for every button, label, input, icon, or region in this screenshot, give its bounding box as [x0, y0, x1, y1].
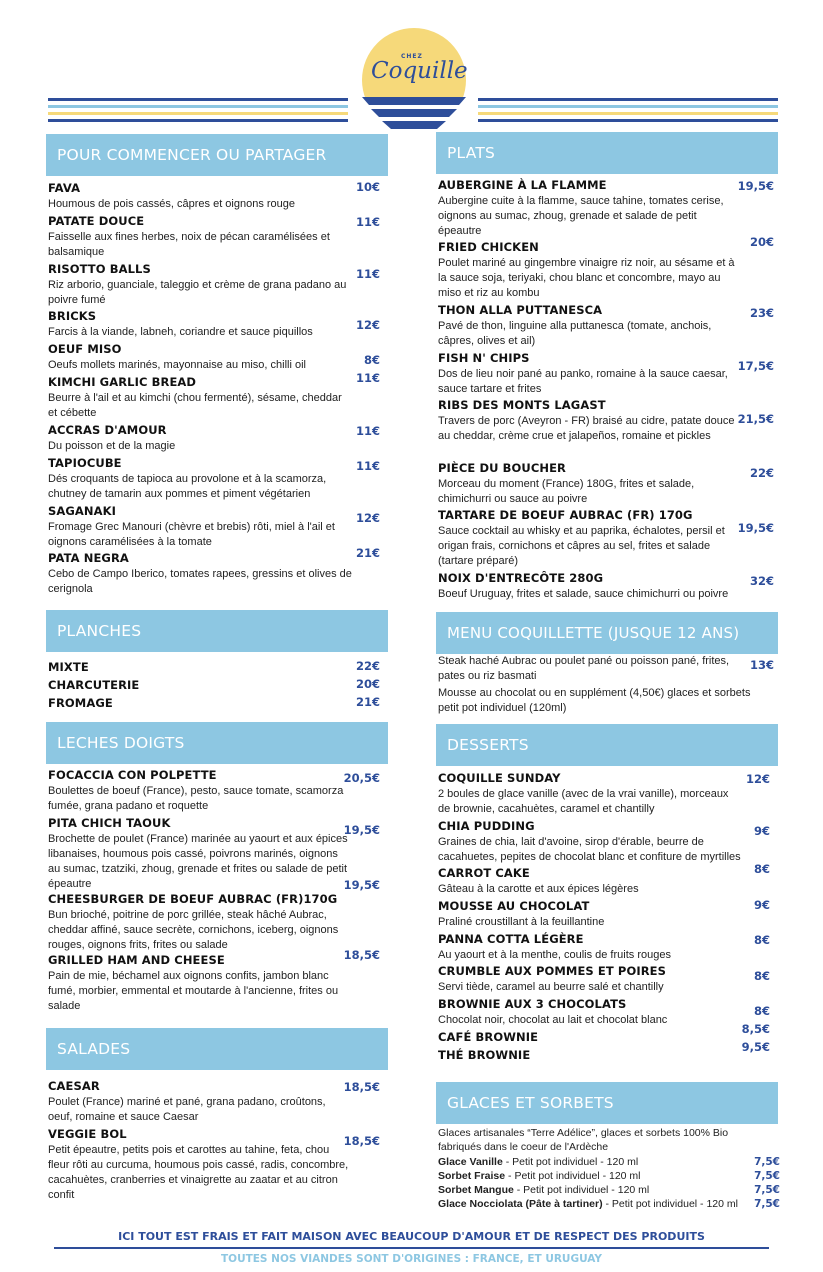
menu-item: [438, 963, 778, 995]
item-name: PIÈCE DU BOUCHER: [438, 461, 567, 475]
menu-item: [48, 371, 388, 421]
menu-item: [438, 931, 778, 963]
item-price: 10€: [355, 180, 380, 194]
item-name: CRUMBLE AUX POMMES ET POIRES: [438, 964, 666, 978]
menu-item: [438, 818, 778, 865]
item-name: CAFÉ BROWNIE: [438, 1030, 539, 1044]
item-price: 20,5€: [343, 771, 380, 785]
ice-cream-item: [438, 1156, 780, 1168]
menu-item: [438, 570, 778, 602]
item-desc: Au yaourt et à la menthe, coulis de fruits rouges: [438, 949, 671, 961]
item-desc: Graines de chia, lait d'avoine, sirop d'érable, beurre de cacahuetes, pepites de chocolat blanc et confiture de myrtilles: [438, 836, 741, 863]
kids-menu-line-1: Steak haché Aubrac ou poulet pané ou poisson pané, frites, pates ou riz basmati: [438, 655, 730, 682]
menu-item: [438, 1040, 778, 1064]
item-desc: Chocolat noir, chocolat au lait et chocolat blanc: [438, 1014, 668, 1026]
item-name: PATA NEGRA: [48, 551, 129, 565]
item-desc: Faisselle aux fines herbes, noix de pécan caramélisées et balsamique: [48, 231, 330, 258]
ice-cream-desc: - Petit pot individuel - 120 ml: [513, 1184, 650, 1196]
item-price: 9€: [753, 824, 770, 838]
menu-item: [48, 767, 388, 814]
footer-divider: [54, 1247, 769, 1249]
item-price: 19,5€: [737, 521, 774, 535]
ice-cream-intro: Glaces artisanales “Terre Adélice”, glaces et sorbets 100% Bio fabriqués dans le coeur de l'Ardèche: [438, 1127, 729, 1153]
item-desc: Houmous de pois cassés, câpres et oignons rouge: [48, 198, 296, 210]
item-name: FOCACCIA CON POLPETTE: [48, 768, 217, 782]
item-desc: Du poisson et de la magie: [48, 440, 176, 452]
item-price: 12€: [745, 772, 770, 786]
item-price: 11€: [355, 459, 380, 473]
item-desc: Bun brioché, poitrine de porc grillée, steak hâché Aubrac, cheddar affiné, sauce secrète, cornichons, iceberg, oignons rouges, oignons frits, frites ou salade: [48, 909, 339, 951]
menu-item: [48, 341, 388, 373]
menu-item: [438, 507, 778, 569]
item-price: 21€: [355, 546, 380, 560]
item-name: RIBS DES MONTS LAGAST: [438, 398, 606, 412]
menu-item: [48, 878, 388, 953]
item-price: 8,5€: [741, 1022, 770, 1036]
item-price: 11€: [355, 424, 380, 438]
item-name: MOUSSE AU CHOCOLAT: [438, 899, 590, 913]
item-name: CAESAR: [48, 1079, 100, 1093]
item-price: 9,5€: [741, 1040, 770, 1054]
item-desc: Beurre à l'ail et au kimchi (chou fermenté), sésame, cheddar et cébette: [48, 392, 342, 419]
item-desc: Pavé de thon, linguine alla puttanesca (tomate, anchois, câpres, olives et ail): [438, 320, 712, 347]
item-desc: Gâteau à la carotte et aux épices légères: [438, 883, 639, 895]
menu-item: [438, 898, 778, 930]
item-name: THÉ BROWNIE: [438, 1048, 531, 1062]
ice-cream-price: 7,5€: [754, 1198, 780, 1210]
item-name: PATATE DOUCE: [48, 214, 145, 228]
item-price: 12€: [355, 511, 380, 525]
item-desc: Sauce cocktail au whisky et au paprika, échalotes, persil et origan frais, cornichons et câpres au sel, frites et salade (tartare préparé): [438, 525, 725, 567]
ice-cream-price: 7,5€: [754, 1170, 780, 1182]
item-desc: Boulettes de boeuf (France), pesto, sauce tomate, scamorza fumée, grana padano et roquette: [48, 785, 344, 812]
item-name: BRICKS: [48, 309, 97, 323]
menu-item: [48, 503, 388, 550]
ice-cream-name: Glace Nocciolata (Pâte à tartiner): [438, 1198, 603, 1210]
menu-item: [438, 996, 778, 1028]
section-title-finger-food: LECHES DOIGTS: [46, 722, 388, 764]
item-price: 22€: [749, 466, 774, 480]
item-price: 19,5€: [343, 878, 380, 892]
item-price: 18,5€: [343, 948, 380, 962]
item-name: COQUILLE SUNDAY: [438, 771, 561, 785]
item-price: 19,5€: [737, 179, 774, 193]
item-name: OEUF MISO: [48, 342, 122, 356]
menu-item: [48, 815, 388, 892]
menu-item: [48, 261, 388, 308]
item-price: 11€: [355, 371, 380, 385]
menu-item: [438, 770, 778, 817]
menu-item: [438, 460, 778, 507]
item-desc: Aubergine cuite à la flamme, sauce tahine, tomates cerise, oignons au sumac, zhoug, grenade et salade de petit épeautre: [438, 195, 724, 237]
logo-name: Coquille: [371, 58, 468, 84]
item-name: CHIA PUDDING: [438, 819, 535, 833]
menu-item: [438, 862, 778, 897]
item-name: BROWNIE AUX 3 CHOCOLATS: [438, 997, 627, 1011]
menu-item: [48, 455, 388, 502]
menu-item: [438, 1022, 778, 1046]
section-title-planches: PLANCHES: [46, 610, 388, 652]
item-price: 9€: [753, 898, 770, 912]
item-desc: Dos de lieu noir pané au panko, romaine à la sauce caesar, sauce tartare et frites: [438, 368, 728, 395]
menu-item: [48, 677, 388, 694]
menu-item: [438, 302, 778, 349]
item-desc: Petit épeautre, petits pois et carottes au tahine, feta, chou fleur rôti au curcuma, houmous pois cassé, radis, concombre, cacahuètes, cranberries et vinaigrette au zaatar et au citron confit: [48, 1144, 349, 1201]
item-desc: Oeufs mollets marinés, mayonnaise au miso, chilli oil: [48, 359, 306, 371]
item-price: 17,5€: [737, 359, 774, 373]
item-name: SAGANAKI: [48, 504, 117, 518]
item-name: AUBERGINE À LA FLAMME: [438, 178, 607, 192]
section-title-starters: POUR COMMENCER OU PARTAGER: [46, 134, 388, 176]
item-name: CARROT CAKE: [438, 866, 530, 880]
menu-item: [48, 213, 388, 260]
menu-item: [48, 180, 388, 212]
item-price: 23€: [749, 306, 774, 320]
menu-item: [48, 308, 388, 340]
menu-item: [48, 1078, 388, 1125]
section-title-salads: SALADES: [46, 1028, 388, 1070]
item-price: 8€: [753, 1004, 770, 1018]
ice-cream-desc: - Petit pot individuel - 120 ml: [505, 1170, 641, 1182]
item-price: 8€: [363, 353, 380, 367]
item-price: 8€: [753, 933, 770, 947]
menu-item: [438, 235, 778, 301]
item-desc: Farcis à la viande, labneh, coriandre et sauce piquillos: [48, 326, 313, 338]
footer-statement: ICI TOUT EST FRAIS ET FAIT MAISON AVEC BEAUCOUP D'AMOUR ET DE RESPECT DES PRODUITS: [118, 1230, 705, 1243]
item-desc: Pain de mie, béchamel aux oignons confits, jambon blanc fumé, morbier, emmental et moutarde à l'ancienne, frites ou salade: [48, 970, 339, 1012]
ice-cream-item: [438, 1184, 780, 1196]
section-title-ice-cream: GLACES ET SORBETS: [436, 1082, 778, 1124]
item-name: FRIED CHICKEN: [438, 240, 539, 254]
menu-item: [48, 546, 388, 597]
footer-origin: TOUTES NOS VIANDES SONT D'ORIGINES : FRANCE, ET URUGUAY: [220, 1253, 603, 1265]
section-title-kids-menu: MENU COQUILLETTE (JUSQUE 12 ANS): [436, 612, 778, 654]
item-desc: Boeuf Uruguay, frites et salade, sauce chimichurri ou poivre: [438, 588, 729, 600]
item-price: 8€: [753, 969, 770, 983]
item-name: VEGGIE BOL: [48, 1127, 127, 1141]
logo: [349, 25, 479, 135]
menu-item: [438, 397, 778, 444]
menu-item: [438, 177, 778, 239]
item-name: FISH N' CHIPS: [438, 351, 530, 365]
item-name: MIXTE: [48, 660, 89, 674]
item-price: 8€: [753, 862, 770, 876]
ice-cream-price: 7,5€: [754, 1184, 780, 1196]
menu-item: [438, 350, 778, 397]
menu-item: [48, 422, 388, 454]
item-desc: Travers de porc (Aveyron - FR) braisé au cidre, patate douce au cheddar, crème crue et jalapeños, romaine et pickles: [438, 415, 735, 442]
item-desc: Riz arborio, guanciale, taleggio et crème de grana padano au poivre fumé: [48, 279, 347, 306]
item-name: RISOTTO BALLS: [48, 262, 151, 276]
item-price: 22€: [355, 659, 380, 673]
item-name: GRILLED HAM AND CHEESE: [48, 953, 225, 967]
item-name: TARTARE DE BOEUF AUBRAC (FR) 170G: [438, 508, 693, 522]
item-price: 11€: [355, 267, 380, 281]
ice-cream-name: Glace Vanille: [438, 1156, 503, 1168]
item-name: PANNA COTTA LÉGÈRE: [438, 932, 584, 946]
item-name: THON ALLA PUTTANESCA: [438, 303, 603, 317]
ice-cream-item: [438, 1170, 780, 1182]
ice-cream-name: Sorbet Mangue: [438, 1184, 514, 1196]
menu-item: [48, 948, 388, 1014]
menu-item: [48, 659, 388, 676]
item-name: KIMCHI GARLIC BREAD: [48, 375, 197, 389]
item-name: FROMAGE: [48, 696, 113, 710]
item-price: 32€: [749, 574, 774, 588]
item-desc: Cebo de Campo Iberico, tomates rapees, gressins et olives de cerignola: [48, 568, 352, 595]
ice-cream-item: [438, 1198, 780, 1210]
item-desc: Servi tiède, caramel au beurre salé et chantilly: [438, 981, 664, 993]
item-price: 11€: [355, 215, 380, 229]
item-price: 20€: [749, 235, 774, 249]
item-desc: Morceau du moment (France) 180G, frites et salade, chimichurri ou sauce au poivre: [438, 478, 695, 505]
kids-menu-price: 13€: [749, 658, 774, 672]
section-title-plats: PLATS: [436, 132, 778, 174]
item-desc: Praliné croustillant à la feuillantine: [438, 916, 605, 928]
item-price: 21€: [355, 695, 380, 709]
logo-chez: CHEZ: [401, 53, 423, 60]
ice-cream-desc: - Petit pot individuel - 120 ml: [502, 1156, 639, 1168]
item-name: CHEESBURGER DE BOEUF AUBRAC (FR)170G: [48, 892, 338, 906]
item-price: 19,5€: [343, 823, 380, 837]
item-name: NOIX D'ENTRECÔTE 280G: [438, 571, 604, 585]
item-desc: Fromage Grec Manouri (chèvre et brebis) rôti, miel à l'ail et oignons caramélisées à la tomate: [48, 521, 335, 548]
item-name: FAVA: [48, 181, 81, 195]
item-desc: Poulet (France) mariné et pané, grana padano, croûtons, oeuf, romaine et sauce Caesar: [48, 1096, 326, 1123]
ice-cream-desc: - Petit pot individuel - 120 ml: [602, 1198, 738, 1210]
item-price: 18,5€: [343, 1134, 380, 1148]
section-title-desserts: DESSERTS: [436, 724, 778, 766]
item-name: TAPIOCUBE: [48, 456, 122, 470]
item-desc: 2 boules de glace vanille (avec de la vrai vanille), morceaux de brownie, cacahuètes, caramel et chantilly: [438, 788, 729, 815]
item-price: 20€: [355, 677, 380, 691]
ice-cream-price: 7,5€: [754, 1156, 780, 1168]
ice-cream-name: Sorbet Fraise: [438, 1170, 506, 1182]
item-price: 18,5€: [343, 1080, 380, 1094]
item-desc: Poulet mariné au gingembre vinaigre riz noir, au sésame et à la sauce soja, teriyaki, chou blanc et concombre, mayo au miso et riz au kombu: [438, 257, 735, 299]
menu-item: [48, 695, 388, 712]
item-price: 21,5€: [737, 412, 774, 426]
item-name: CHARCUTERIE: [48, 678, 140, 692]
item-desc: Brochette de poulet (France) marinée au yaourt et aux épices libanaises, houmous pois cassé, poivrons marinés, oignons au sumac, tzatziki, zhoug, grenade et frites ou salade de petit épeautre: [48, 833, 348, 890]
menu-item: [48, 1126, 388, 1203]
item-price: 12€: [355, 318, 380, 332]
kids-menu-line-2: Mousse au chocolat ou en supplément (4,50€) glaces et sorbets petit pot individuel (120ml): [438, 687, 751, 714]
item-desc: Dés croquants de tapioca au provolone et à la scamorza, chutney de tamarin aux pommes et piment végétarien: [48, 473, 327, 500]
item-name: PITA CHICH TAOUK: [48, 816, 171, 830]
item-name: ACCRAS D'AMOUR: [48, 423, 167, 437]
